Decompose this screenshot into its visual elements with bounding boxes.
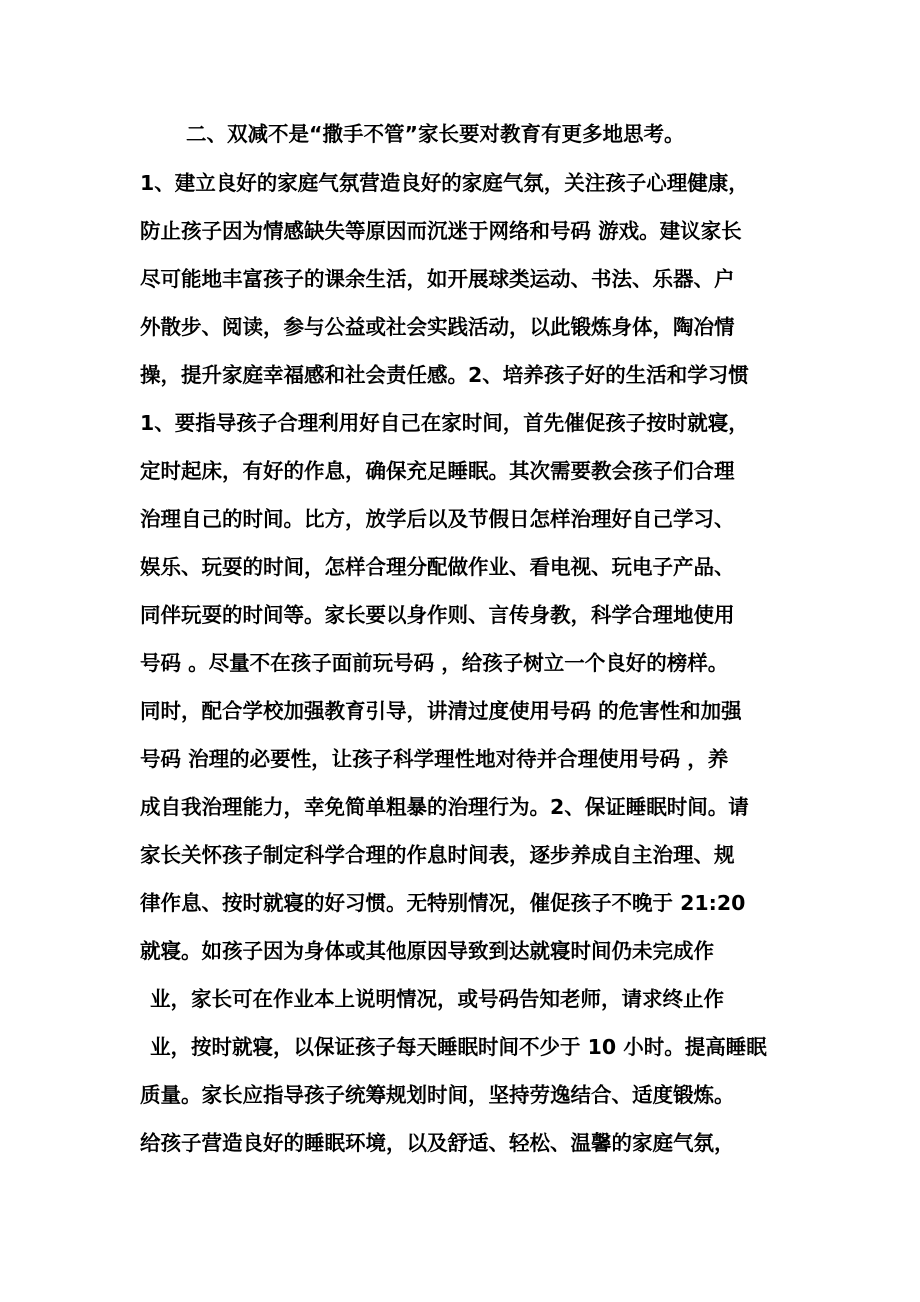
paragraph-line: 家长关怀孩子制定科学合理的作息时间表，逐步养成自主治理、规 [140,843,735,867]
paragraph-line: 就寝。如孩子因为身体或其他原因导致到达就寝时间仍未完成作 [140,939,714,963]
paragraph-line: 1、要指导孩子合理利用好自己在家时间，首先催促孩子按时就寝， [140,411,749,435]
paragraph-line: 外散步、阅读，参与公益或社会实践活动，以此锻炼身体，陶冶情 [140,315,735,339]
paragraph-line: 1、建立良好的家庭气氛营造良好的家庭气氛，关注孩子心理健康， [140,171,749,195]
paragraph-line: 质量。家长应指导孩子统筹规划时间，坚持劳逸结合、适度锻炼。 [140,1083,735,1107]
paragraph-line: 娱乐、玩耍的时间，怎样合理分配做作业、看电视、玩电子产品、 [140,555,735,579]
paragraph-line: 律作息、按时就寝的好习惯。无特别情况，催促孩子不晚于 21:20 [140,891,746,915]
paragraph-line: 操，提升家庭幸福感和社会责任感。2、培养孩子好的生活和学习惯 [140,363,749,387]
paragraph-line: 给孩子营造良好的睡眠环境，以及舒适、轻松、温馨的家庭气氛， [140,1131,735,1155]
paragraph-line: 号码 治理的必要性，让孩子科学理性地对待并合理使用号码 ，养 [140,747,729,771]
paragraph-line: 成自我治理能力，幸免简单粗暴的治理行为。2、保证睡眠时间。请 [140,795,749,819]
section-heading: 二、双减不是“撒手不管”家长要对教育有更多地思考。 [186,122,685,146]
paragraph-line: 业，按时就寝，以保证孩子每天睡眠时间不少于 10 小时。提高睡眠 [150,1035,767,1059]
paragraph-line: 号码 。尽量不在孩子面前玩号码 ，给孩子树立一个良好的榜样。 [140,651,729,675]
paragraph-line: 同时，配合学校加强教育引导，讲清过度使用号码 的危害性和加强 [140,699,742,723]
paragraph-line: 防止孩子因为情感缺失等原因而沉迷于网络和号码 游戏。建议家长 [140,219,742,243]
paragraph-line: 同伴玩耍的时间等。家长要以身作则、言传身教，科学合理地使用 [140,603,735,627]
paragraph-line: 治理自己的时间。比方，放学后以及节假日怎样治理好自己学习、 [140,507,735,531]
paragraph-line: 尽可能地丰富孩子的课余生活，如开展球类运动、书法、乐器、户 [140,267,735,291]
paragraph-line: 定时起床，有好的作息，确保充足睡眠。其次需要教会孩子们合理 [140,459,735,483]
paragraph-line: 业，家长可在作业本上说明情况，或号码告知老师，请求终止作 [150,987,724,1011]
